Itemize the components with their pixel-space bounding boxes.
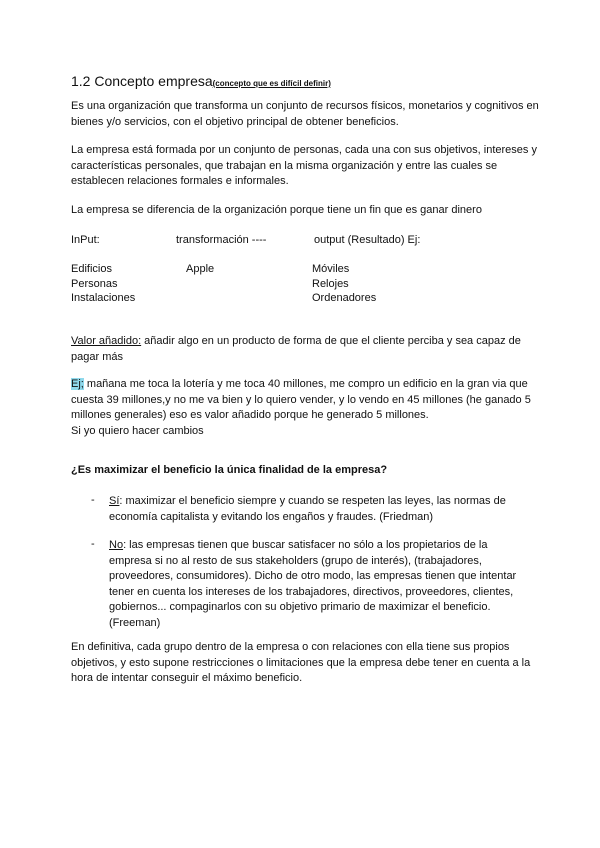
bullet-no-label: No [109,539,124,551]
bullet-no-text [109,538,529,631]
bullet-yes-label: Sí [109,495,120,507]
bullet-yes-text [109,494,529,525]
paragraph-definition: Es una organización que transforma un conjunto de recursos físicos, monetarios y cognitivos en bienes y/o servicios, con el objetivo principal de obtener beneficios. [71,100,539,128]
bullet-no-body: : las empresas tienen que buscar satisfacer no sólo a los propietarios de la empresa si no al resto de sus stakeholders (grupo de interés), (trabajadores, proveedores, consumidores). Dicho de otro modo, las empresas tienen que intentar tener en cuenta los intereses de los trabajadores, directivos, proveedores, clientes, gobiernos... compaginarlos con su objetivo primario de maximizar el beneficio.(Freeman) [109,539,517,629]
bullet-dash: - [91,494,95,506]
bullet-yes-body: : maximizar el beneficio siempre y cuando se respeten las leyes, las normas de economía capitalista y evitando los engaños y fraudes. (Friedman) [109,495,506,523]
input-item: Personas [71,278,118,290]
output-item: Ordenadores [312,292,377,304]
output-item: Móviles [312,263,350,275]
paragraph-conclusion: En definitiva, cada grupo dentro de la empresa o con relaciones con ella tiene sus propios objetivos, y esto supone restricciones o limitaciones que la empresa debe tener en cuenta a la hora de intentar conseguir el máximo beneficio. [71,641,531,684]
paragraph-valor-anadido [71,334,541,365]
valor-anadido-text: añadir algo en un producto de forma de que el cliente perciba y sea capaz de pagar más [71,335,521,363]
paragraph-difference: La empresa se diferencia de la organización porque tiene un fin que es ganar dinero [71,204,482,216]
example-text: mañana me toca la lotería y me toca 40 millones, me compro un edificio en la gran via que cuesta 39 millones,y no me va bien y lo quiero vender, y lo vendo en 45 millones (he ganado 5 millones generales) eso es valor añadido porque he generado 5 millones. [71,378,531,421]
example-label-highlight: Ej; [71,378,84,390]
flow-output: output (Resultado) Ej: [314,234,421,246]
section-title-main: 1.2 Concepto empresa [71,73,213,89]
section-title-subtitle: (concepto que es difícil definir) [212,79,331,88]
flow-input: InPut: [71,234,100,246]
transform-item: Apple [186,263,215,275]
output-item: Relojes [312,278,349,290]
question-heading: ¿Es maximizar el beneficio la única finalidad de la empresa? [71,464,388,476]
bullet-dash: - [91,538,95,550]
input-item: Instalaciones [71,292,136,304]
paragraph-people: La empresa está formada por un conjunto de personas, cada una con sus objetivos, intereses y características personales, que trabajan en la misma organización y entre las cuales se establecen relaciones formales e informales. [71,144,537,187]
example-line2: Si yo quiero hacer cambios [71,424,204,437]
flow-transform: transformación ---- [176,234,267,246]
paragraph-example [71,377,546,439]
valor-anadido-label: Valor añadido: [71,335,142,347]
section-title [71,72,331,93]
input-item: Edificios [71,263,112,275]
